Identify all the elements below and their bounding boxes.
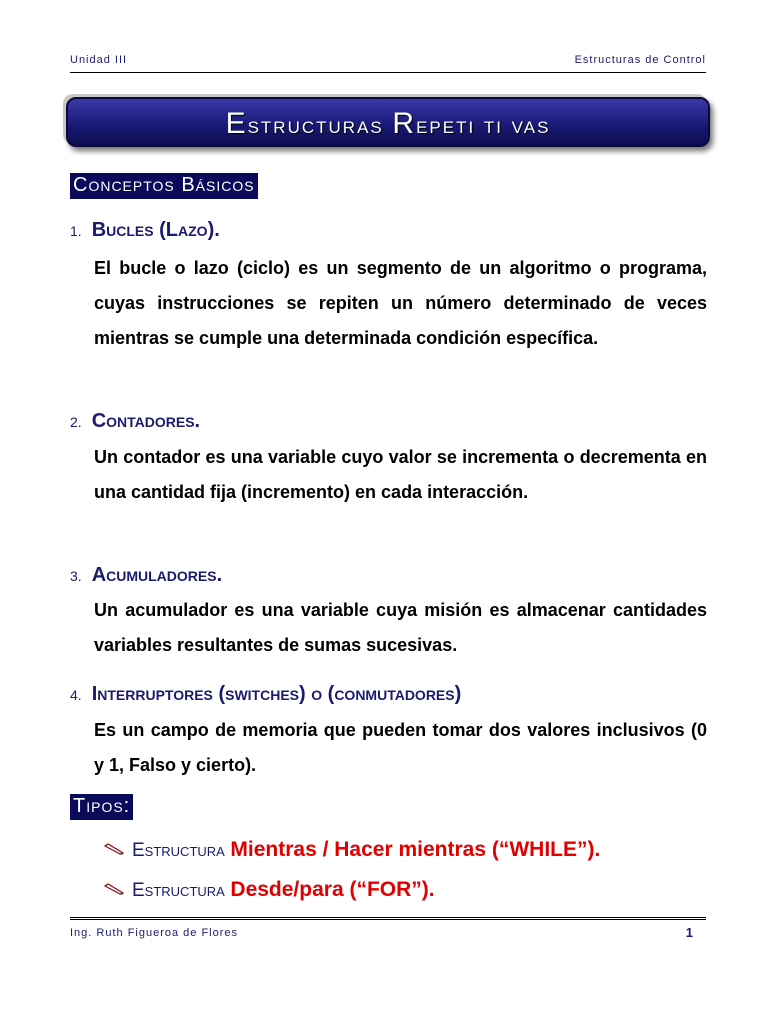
page-header (70, 54, 706, 73)
footer-author: Ing. Ruth Figueroa de Flores (70, 927, 239, 939)
item-text-bucles: El bucle o lazo (ciclo) es un segmento de un algoritmo o programa, cuyas instrucciones se repiten un número determinado de veces mientras se cumple una determinada condición específica. (94, 258, 707, 348)
pencil-icon (104, 839, 124, 862)
pencil-icon (104, 879, 124, 902)
item-text-acumuladores: Un acumulador es una variable cuya misión es almacenar cantidades variables resultantes de sumas sucesivas. (94, 600, 707, 655)
section-heading-conceptos: Conceptos Básicos (70, 173, 258, 199)
item-title-contadores: 2. Contadores. (70, 410, 201, 432)
item-title-bucles: 1. Bucles (Lazo). (70, 219, 220, 241)
page-title: Estructuras Repeti ti vas (225, 107, 551, 140)
item-title-interruptores: 4. Interruptores (switches) o (conmutadores) (70, 683, 462, 705)
tipo-while: Estructura Mientras / Hacer mientras (“WHILE”). (104, 838, 600, 862)
header-unit: Unidad III (70, 54, 128, 66)
tipo-for: Estructura Desde/para (“FOR”). (104, 878, 435, 902)
header-topic: Estructuras de Control (574, 54, 706, 66)
item-text-interruptores: Es un campo de memoria que pueden tomar dos valores inclusivos (0 y 1, Falso y cierto). (94, 720, 707, 775)
item-text-contadores: Un contador es una variable cuyo valor se incrementa o decrementa en una cantidad fija (incremento) en cada interacción. (94, 447, 707, 502)
title-banner (66, 97, 710, 147)
item-title-acumuladores: 3. Acumuladores. (70, 564, 223, 586)
footer-divider (70, 917, 706, 920)
section-heading-tipos: Tipos: (70, 794, 133, 820)
page-number: 1 (685, 925, 693, 940)
